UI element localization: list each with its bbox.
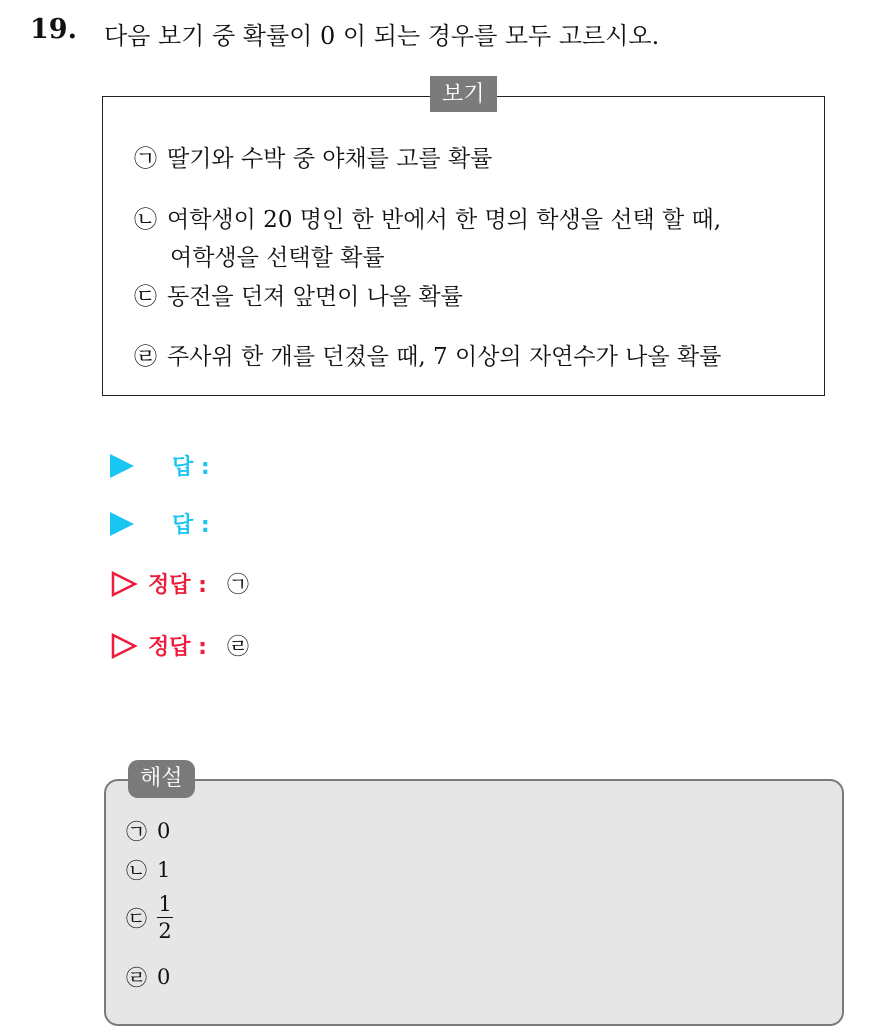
fraction-bar [157, 917, 173, 918]
fraction-denominator: 2 [158, 919, 172, 943]
bogi-item-text: 딸기와 수박 중 야채를 고를 확률 [167, 146, 493, 172]
solution-value: 1 [157, 858, 171, 882]
correct-answer-label: 정답 : [148, 573, 207, 598]
play-triangle-icon [110, 454, 134, 478]
solution-item-2 [126, 855, 170, 885]
correct-answer-row-1 [110, 568, 249, 599]
haeseol-box [104, 779, 844, 1026]
bogi-item-4 [134, 338, 721, 376]
bogi-item-mark: ㉠ [134, 146, 157, 172]
haeseol-title: 해설 [128, 760, 195, 798]
bogi-item-text: 주사위 한 개를 던졌을 때, 7 이상의 자연수가 나올 확률 [167, 344, 722, 370]
solution-item-1 [126, 816, 170, 846]
bogi-item-text: 동전을 던져 앞면이 나올 확률 [167, 284, 463, 310]
bogi-item-mark: ㉢ [134, 284, 157, 310]
outline-triangle-icon [110, 570, 138, 598]
correct-answer-value: ㉣ [226, 635, 249, 660]
answer-label: 답 : [172, 455, 210, 480]
bogi-item-1 [134, 140, 492, 178]
bogi-item-2 [134, 201, 721, 277]
correct-answer-label: 정답 : [148, 635, 207, 660]
question-number: 19. [30, 14, 77, 45]
solution-mark: ㉠ [126, 820, 147, 844]
answer-label: 답 : [172, 513, 210, 538]
outline-triangle-icon [110, 632, 138, 660]
bogi-item-3 [134, 278, 463, 316]
solution-value: 0 [157, 819, 171, 843]
correct-answer-row-2 [110, 630, 249, 661]
solution-mark: ㉡ [126, 859, 147, 883]
fraction-numerator: 1 [158, 892, 172, 916]
play-triangle-icon [110, 512, 134, 536]
correct-answer-value: ㉠ [226, 573, 249, 598]
bogi-item-text: 여학생이 20 명인 한 반에서 한 명의 학생을 선택 할 때, [167, 207, 722, 233]
fraction [157, 893, 173, 942]
bogi-item-mark: ㉣ [134, 344, 157, 370]
bogi-title: 보기 [430, 76, 497, 112]
solution-mark: ㉣ [126, 966, 147, 990]
answer-row-1[interactable] [110, 450, 230, 481]
solution-item-4 [126, 962, 170, 992]
solution-item-3 [126, 893, 173, 942]
answer-row-2[interactable] [110, 508, 230, 539]
solution-mark: ㉢ [126, 906, 147, 931]
bogi-item-mark: ㉡ [134, 207, 157, 233]
question-text: 다음 보기 중 확률이 0 이 되는 경우를 모두 고르시오. [104, 22, 660, 50]
solution-value: 0 [157, 965, 171, 989]
bogi-item-text-continued: 여학생을 선택할 확률 [170, 245, 385, 271]
